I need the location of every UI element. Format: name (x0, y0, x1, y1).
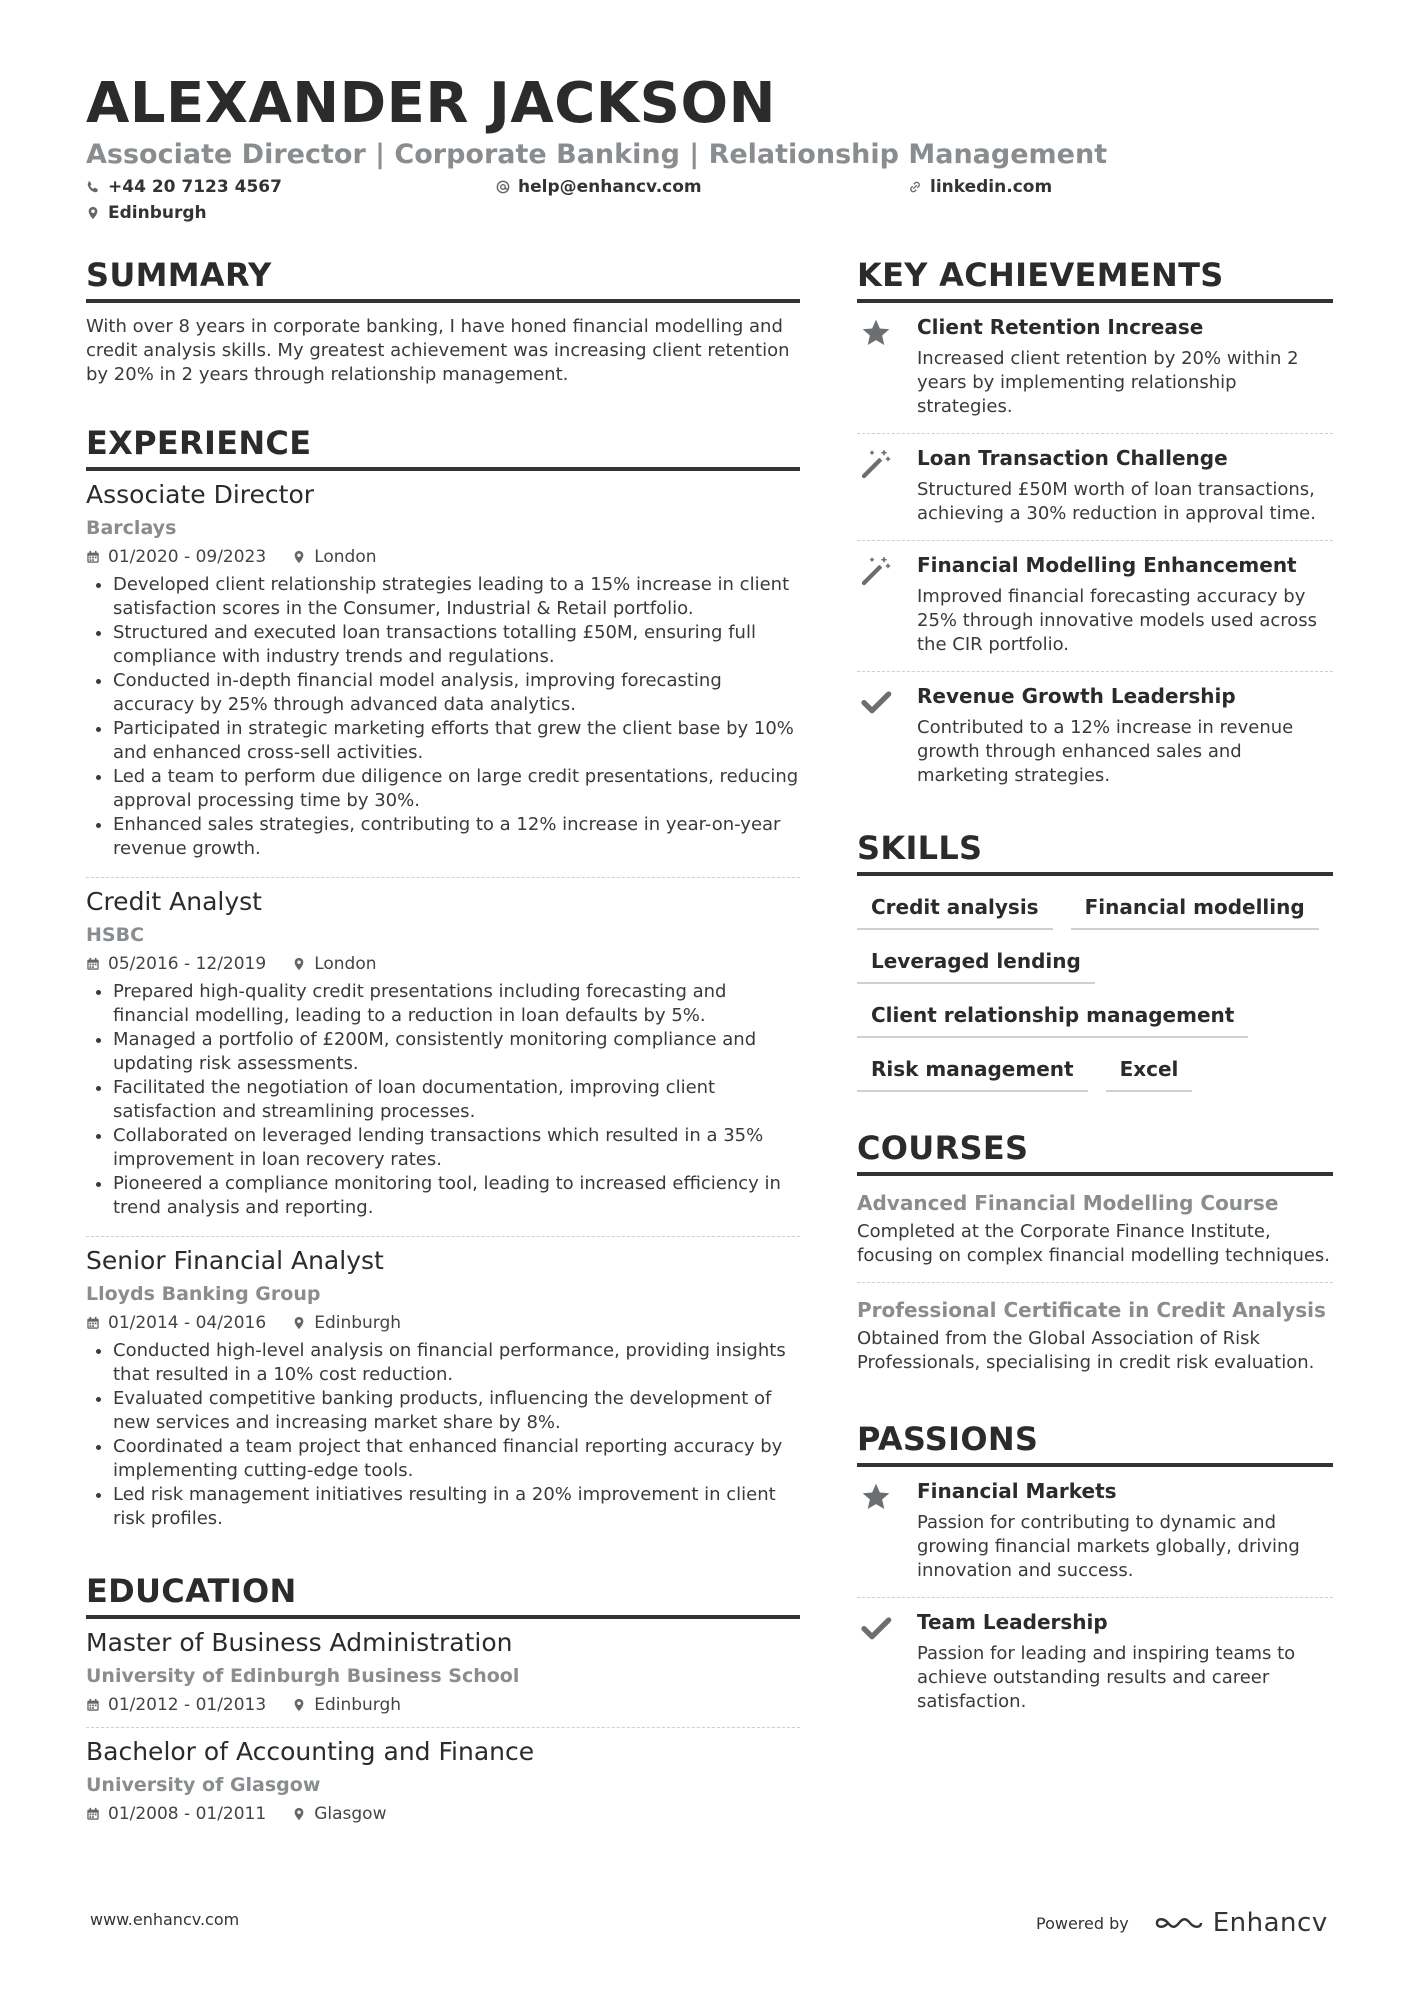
job-entry (86, 471, 800, 878)
job-meta (86, 1311, 800, 1335)
job-bullet: • Collaborated on leveraged lending transactions which resulted in a 35% improvement in loan recovery rates. (113, 1124, 800, 1172)
education-dates: 01/2008 - 01/2011 (108, 1804, 267, 1824)
education-entry (86, 1619, 800, 1728)
education-dates: 01/2012 - 01/2013 (108, 1695, 267, 1715)
job-bullet: • Managed a portfolio of £200M, consistently monitoring compliance and updating risk assessments. (113, 1028, 800, 1076)
achievement-desc: Structured £50M worth of loan transactions, achieving a 30% reduction in approval time. (917, 479, 1316, 524)
job-bullets (86, 573, 800, 861)
course-desc: Obtained from the Global Association of Risk Professionals, specialising in credit risk evaluation. (857, 1328, 1315, 1373)
skill-tag: Credit analysis (857, 894, 1053, 930)
job-bullet: • Evaluated competitive banking products, influencing the development of new services and increasing market share by 8%. (113, 1387, 800, 1435)
achievement-item (857, 541, 1333, 672)
job-location: Edinburgh (314, 1313, 402, 1333)
calendar-icon (86, 957, 100, 971)
contact-location (86, 202, 207, 224)
education-location: Glasgow (314, 1804, 387, 1824)
job-bullet: • Developed client relationship strategies leading to a 15% increase in client satisfaction scores in the Consumer, Industrial & Retail portfolio. (113, 573, 800, 621)
at-icon (496, 180, 510, 194)
experience-heading: EXPERIENCE (86, 423, 800, 471)
star-icon (860, 317, 892, 349)
location-pin-icon (86, 206, 100, 220)
degree-title: Master of Business Administration (86, 1628, 513, 1657)
passion-item (857, 1467, 1333, 1598)
achievements-heading: KEY ACHIEVEMENTS (857, 255, 1333, 303)
achievement-item (857, 303, 1333, 434)
course-title: Advanced Financial Modelling Course (857, 1191, 1279, 1215)
calendar-icon (86, 1316, 100, 1330)
footer-website[interactable]: www.enhancv.com (90, 1910, 240, 1929)
job-bullet: • Participated in strategic marketing efforts that grew the client base by 10% and enhanced cross-sell activities. (113, 717, 800, 765)
achievement-desc: Improved financial forecasting accuracy by 25% through innovative models used across the CIR portfolio. (917, 586, 1318, 655)
job-bullet: • Pioneered a compliance monitoring tool, leading to increased efficiency in trend analysis and reporting. (113, 1172, 800, 1220)
calendar-icon (86, 1807, 100, 1821)
magic-wand-icon (860, 555, 892, 587)
course-desc: Completed at the Corporate Finance Institute, focusing on complex financial modelling techniques. (857, 1221, 1331, 1266)
job-location: London (314, 547, 377, 567)
right-column (857, 255, 1333, 1728)
job-bullet: • Led a team to perform due diligence on large credit presentations, reducing approval processing time by 30%. (113, 765, 800, 813)
job-bullets (86, 1339, 800, 1531)
skill-tag: Leveraged lending (857, 948, 1095, 984)
summary-section (86, 255, 800, 387)
skill-tag: Financial modelling (1071, 894, 1319, 930)
job-bullet: • Conducted in-depth financial model analysis, improving forecasting accuracy by 25% through advanced data analytics. (113, 669, 800, 717)
summary-text: With over 8 years in corporate banking, I have honed financial modelling and credit analysis skills. My greatest achievement was increasing client retention by 20% in 2 years through relationship management. (86, 316, 790, 385)
left-column (86, 255, 800, 1842)
education-entry (86, 1728, 800, 1842)
achievement-title: Financial Modelling Enhancement (917, 553, 1297, 577)
passions-heading: PASSIONS (857, 1419, 1333, 1467)
passion-desc: Passion for leading and inspiring teams to achieve outstanding results and career satisfaction. (917, 1643, 1296, 1712)
calendar-icon (86, 1698, 100, 1712)
footer-branding (1036, 1908, 1328, 1938)
job-company: Barclays (86, 517, 177, 539)
star-icon (860, 1481, 892, 1513)
job-meta (86, 545, 800, 569)
job-entry (86, 1237, 800, 1547)
job-bullet: • Prepared high-quality credit presentations including forecasting and financial modelling, leading to a reduction in loan defaults by 5%. (113, 980, 800, 1028)
passion-item (857, 1598, 1333, 1728)
achievement-item (857, 672, 1333, 802)
education-heading: EDUCATION (86, 1571, 800, 1619)
contact-phone[interactable] (86, 176, 282, 198)
contact-linkedin[interactable] (908, 176, 1052, 198)
location-pin-icon (292, 550, 306, 564)
link-icon (908, 180, 922, 194)
magic-wand-icon (860, 448, 892, 480)
achievement-title: Client Retention Increase (917, 315, 1204, 339)
job-dates: 05/2016 - 12/2019 (108, 954, 267, 974)
achievement-title: Loan Transaction Challenge (917, 446, 1228, 470)
passion-title: Financial Markets (917, 1479, 1117, 1503)
skill-tag: Client relationship management (857, 1002, 1248, 1038)
location-pin-icon (292, 1698, 306, 1712)
phone-text: +44 20 7123 4567 (108, 177, 282, 197)
location-pin-icon (292, 1316, 306, 1330)
contact-email[interactable] (496, 176, 702, 198)
job-bullet: • Enhanced sales strategies, contributing to a 12% increase in year-on-year revenue growth. (113, 813, 800, 861)
job-bullet: • Facilitated the negotiation of loan documentation, improving client satisfaction and streamlining processes. (113, 1076, 800, 1124)
passion-title: Team Leadership (917, 1610, 1108, 1634)
enhancv-logo-icon (1155, 1912, 1203, 1934)
job-entry (86, 878, 800, 1237)
job-dates: 01/2020 - 09/2023 (108, 547, 267, 567)
skills-section (857, 828, 1333, 1092)
skills-heading: SKILLS (857, 828, 1333, 876)
school-name: University of Glasgow (86, 1774, 321, 1796)
education-meta (86, 1802, 800, 1826)
location-text: Edinburgh (108, 203, 207, 223)
phone-icon (86, 180, 100, 194)
degree-title: Bachelor of Accounting and Finance (86, 1737, 535, 1766)
courses-section (857, 1128, 1333, 1389)
job-title: Senior Financial Analyst (86, 1246, 384, 1275)
linkedin-text: linkedin.com (930, 177, 1053, 197)
achievement-desc: Contributed to a 12% increase in revenue growth through enhanced sales and marketing strategies. (917, 717, 1294, 786)
job-bullets (86, 980, 800, 1220)
education-section (86, 1571, 800, 1842)
summary-heading: SUMMARY (86, 255, 800, 303)
job-dates: 01/2014 - 04/2016 (108, 1313, 267, 1333)
passions-section (857, 1419, 1333, 1728)
job-meta (86, 952, 800, 976)
achievement-desc: Increased client retention by 20% within 2 years by implementing relationship strategies. (917, 348, 1299, 417)
brand-logo[interactable] (1155, 1908, 1328, 1938)
candidate-name: ALEXANDER JACKSON (86, 71, 776, 136)
course-item (857, 1283, 1333, 1389)
job-company: HSBC (86, 924, 145, 946)
school-name: University of Edinburgh Business School (86, 1665, 520, 1687)
course-item (857, 1176, 1333, 1283)
location-pin-icon (292, 957, 306, 971)
job-title: Associate Director (86, 480, 315, 509)
job-bullet: • Led risk management initiatives resulting in a 20% improvement in client risk profiles. (113, 1483, 800, 1531)
calendar-icon (86, 550, 100, 564)
skills-list (857, 894, 1337, 1092)
courses-heading: COURSES (857, 1128, 1333, 1176)
job-bullet: • Coordinated a team project that enhanced financial reporting accuracy by implementing cutting-edge tools. (113, 1435, 800, 1483)
education-meta (86, 1693, 800, 1717)
skill-tag: Excel (1106, 1056, 1193, 1092)
job-title: Credit Analyst (86, 887, 262, 916)
job-bullet: • Conducted high-level analysis on financial performance, providing insights that resulted in a 10% cost reduction. (113, 1339, 800, 1387)
experience-section (86, 423, 800, 1547)
job-location: London (314, 954, 377, 974)
achievement-title: Revenue Growth Leadership (917, 684, 1236, 708)
job-bullet: • Structured and executed loan transactions totalling £50M, ensuring full compliance with industry trends and regulations. (113, 621, 800, 669)
passion-desc: Passion for contributing to dynamic and growing financial markets globally, driving innovation and success. (917, 1512, 1300, 1581)
achievement-item (857, 434, 1333, 541)
checkmark-icon (860, 686, 892, 718)
achievements-section (857, 255, 1333, 802)
course-title: Professional Certificate in Credit Analysis (857, 1298, 1326, 1322)
brand-name: Enhancv (1212, 1908, 1328, 1938)
education-location: Edinburgh (314, 1695, 402, 1715)
candidate-title: Associate Director | Corporate Banking | Relationship Management (86, 139, 1108, 170)
location-pin-icon (292, 1807, 306, 1821)
job-company: Lloyds Banking Group (86, 1283, 321, 1305)
powered-by-label: Powered by (1036, 1913, 1129, 1933)
checkmark-icon (860, 1612, 892, 1644)
email-text: help@enhancv.com (518, 177, 702, 197)
skill-tag: Risk management (857, 1056, 1088, 1092)
